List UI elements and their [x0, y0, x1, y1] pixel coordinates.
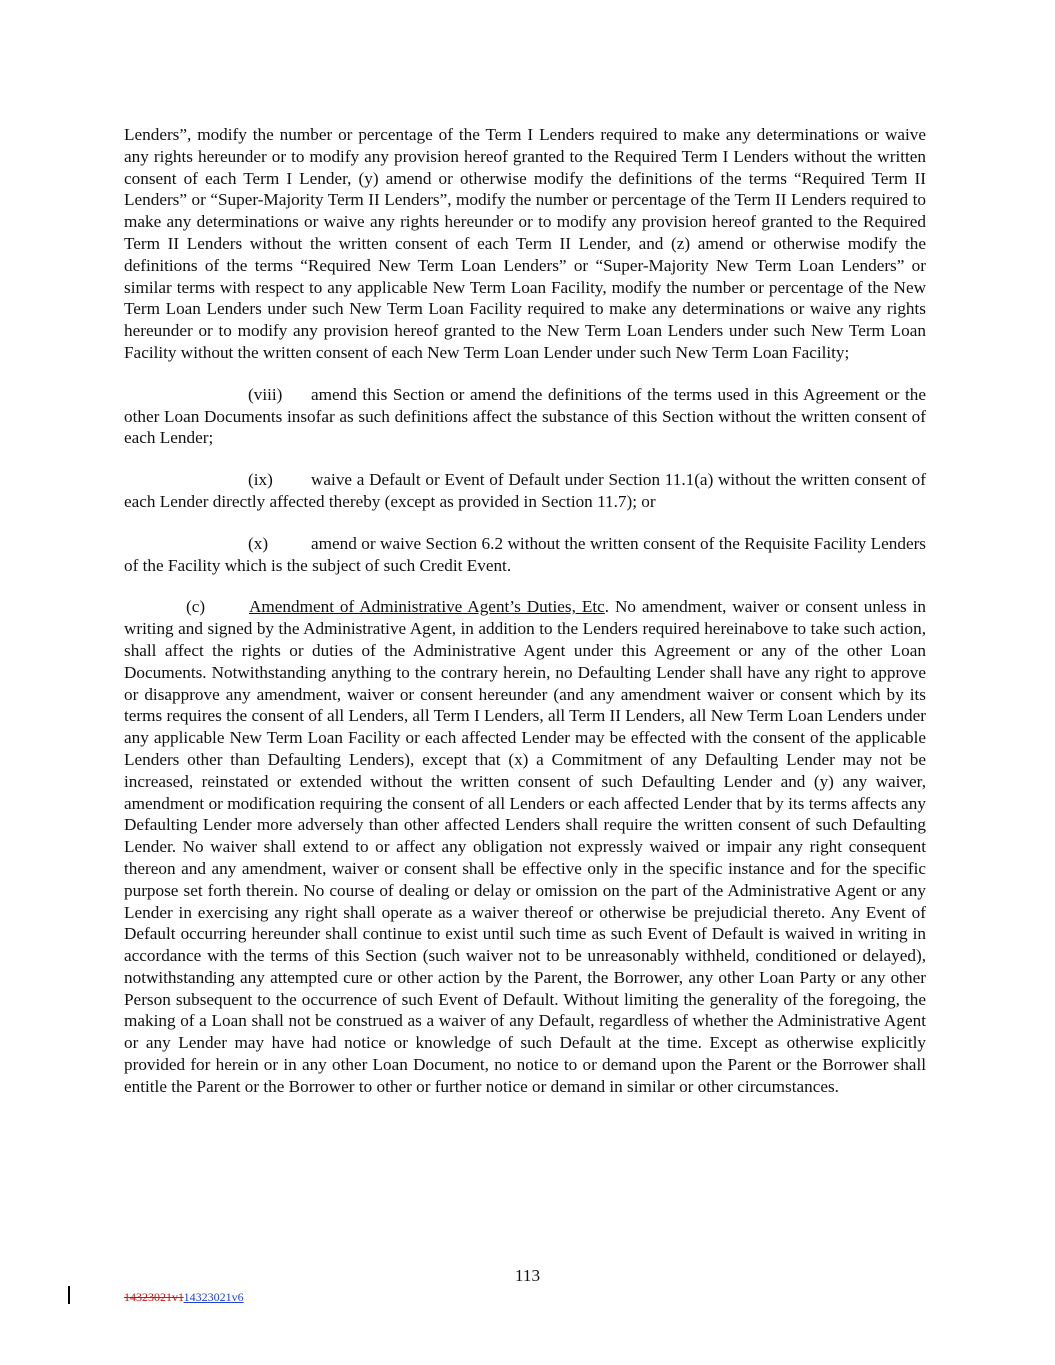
- paragraph-continuation: Lenders”, modify the number or percentage of the Term I Lenders required to make any determinations or waive any rights hereunder or to modify any provision hereof granted to the Required Term I Lenders without the written consent of each Term I Lender, (y) amend or otherwise modify the definitions of the terms “Required Term II Lenders” or “Super-Majority Term II Lenders”, modify the number or percentage of the Term II Lenders required to make any determinations or waive any rights hereunder or to modify any provision hereof granted to the Required Term II Lenders without the written consent of each Term II Lender, and (z) amend or otherwise modify the definitions of the terms “Required New Term Loan Lenders” or “Super-Majority New Term Loan Lenders” or similar terms with respect to any applicable New Term Loan Facility, modify the number or percentage of the New Term Loan Lenders under such New Term Loan Facility required to make any determinations or waive any rights hereunder or to modify any provision hereof granted to the New Term Loan Lenders under such New Term Loan Facility without the written consent of each New Term Loan Lender under such New Term Loan Facility;: [124, 125, 926, 362]
- list-item-ix: [124, 469, 926, 513]
- item-number: (x): [248, 533, 269, 553]
- document-body: [124, 124, 926, 1118]
- document-id: [124, 1290, 244, 1304]
- section-label: (c): [186, 597, 206, 617]
- section-c: [124, 596, 926, 1097]
- change-bar: [68, 1286, 70, 1304]
- doc-id-deleted: 14323021v1: [124, 1290, 184, 1304]
- section-body: . No amendment, waiver or consent unless in writing and signed by the Administrative Agent, in addition to the Lenders required hereinabove to take such action, shall affect the rights or duties of the Administrative Agent under this Agreement or any of the other Loan Documents. Notwithstanding anything to the contrary herein, no Defaulting Lender shall have any right to approve or disapprove any amendment, waiver or consent hereunder (and any amendment waiver or consent which by its terms requires the consent of all Lenders, all Term I Lenders, all Term II Lenders, all New Term Loan Lenders under any applicable New Term Loan Facility or each affected Lender may be effected with the consent of the applicable Lenders other than Defaulting Lenders), except that (x) a Commitment of any Defaulting Lender may not be increased, reinstated or extended without the written consent of such Defaulting Lender and (y) any waiver, amendment or modification requiring the consent of all Lenders or each affected Lender that by its terms affects any Defaulting Lender more adversely than other affected Lenders shall require the written consent of such Defaulting Lender. No waiver shall extend to or affect any obligation not expressly waived or impair any right consequent thereon and any amendment, waiver or consent shall be effective only in the specific instance and for the specific purpose set forth therein. No course of dealing or delay or omission on the part of the Administrative Agent or any Lender in exercising any right shall operate as a waiver thereof or otherwise be prejudicial thereto. Any Event of Default occurring hereunder shall continue to exist until such time as such Event of Default is waived in writing in accordance with the terms of this Section (such waiver not to be unreasonably withheld, conditioned or delayed), notwithstanding any attempted cure or other action by the Parent, the Borrower, any other Loan Party or any other Person subsequent to the occurrence of such Event of Default. Without limiting the generality of the foregoing, the making of a Loan shall not be construed as a waiver of any Default, regardless of whether the Administrative Agent or any Lender may have had notice or knowledge of such Default at the time. Except as otherwise explicitly provided for herein or in any other Loan Document, no notice to or demand upon the Parent or the Borrower shall entitle the Parent or the Borrower to other or further notice or demand in similar or other circumstances.: [124, 597, 926, 1096]
- item-text: amend this Section or amend the definitions of the terms used in this Agreement or the other Loan Documents insofar as such definitions affect the substance of this Section without the written consent of each Lender;: [124, 384, 926, 448]
- item-text: waive a Default or Event of Default under Section 11.1(a) without the written consent of each Lender directly affected thereby (except as provided in Section 11.7); or: [124, 470, 926, 511]
- item-text: amend or waive Section 6.2 without the written consent of the Requisite Facility Lenders of the Facility which is the subject of such Credit Event.: [124, 533, 926, 575]
- list-item-viii: [124, 384, 926, 449]
- doc-id-inserted: 14323021v6: [183, 1290, 244, 1304]
- item-number: (ix): [248, 470, 273, 490]
- section-heading: Amendment of Administrative Agent’s Duties, Etc: [249, 597, 605, 617]
- item-number: (viii): [248, 384, 283, 404]
- page-number: 113: [514, 1266, 541, 1285]
- list-item-x: [124, 533, 926, 577]
